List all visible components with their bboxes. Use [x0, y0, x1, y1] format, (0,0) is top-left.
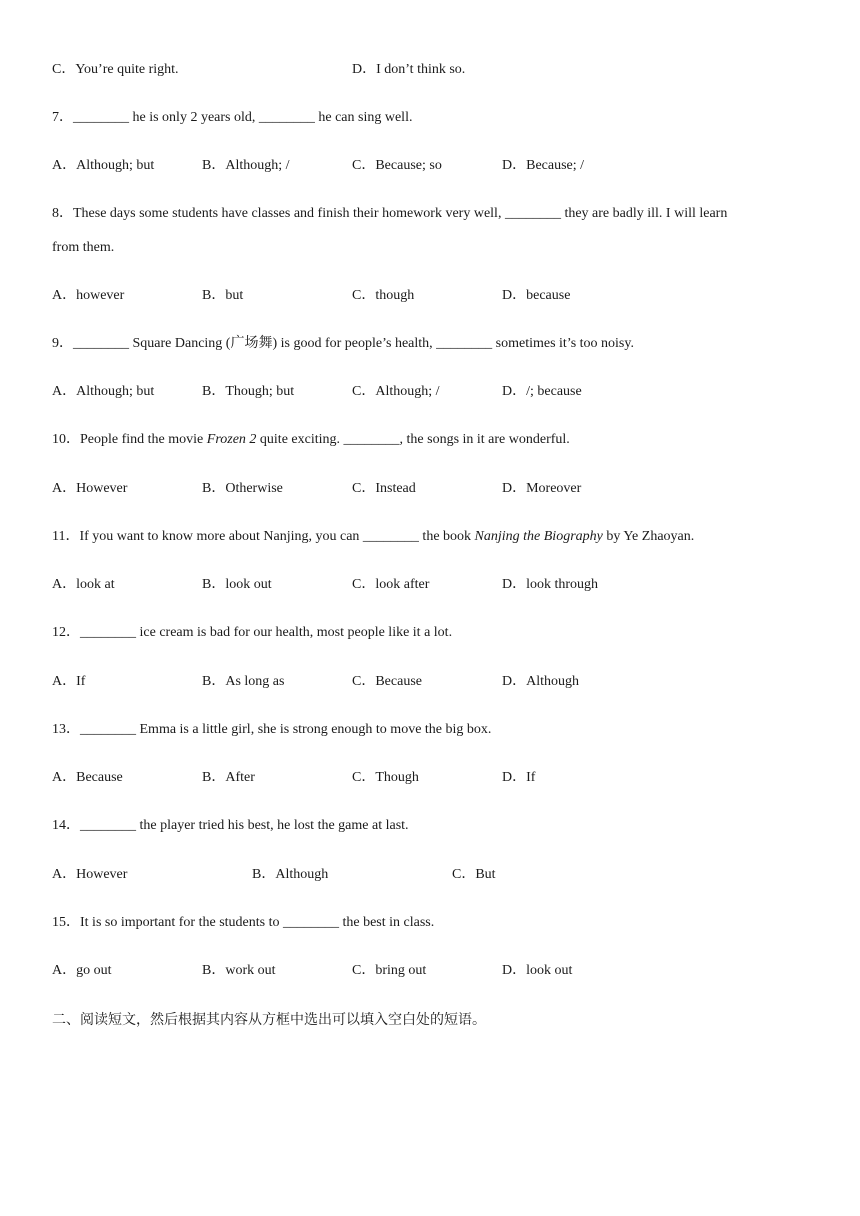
- q9-option-b: B．Though; but: [202, 384, 295, 399]
- question-number: 7．: [52, 110, 73, 125]
- q13-option-d: D．If: [502, 770, 536, 785]
- question-number: 14．: [52, 818, 80, 833]
- q15-option-c: C．bring out: [352, 963, 427, 978]
- q8-option-c: C．though: [352, 288, 415, 303]
- question-stem: ________ Emma is a little girl, she is strong enough to move the big box.: [80, 722, 492, 737]
- q12-option-d: D．Although: [502, 674, 579, 689]
- question-stem: ________ he is only 2 years old, ________ he can sing well.: [73, 110, 413, 125]
- question-12: [52, 623, 452, 643]
- q12-option-c: C．Because: [352, 674, 422, 689]
- question-7: [52, 108, 412, 128]
- q10-option-b: B．Otherwise: [202, 481, 283, 496]
- question-15: [52, 913, 434, 933]
- q13-option-b: B．After: [202, 770, 255, 785]
- question-number: 10．: [52, 432, 80, 447]
- movie-title: Frozen 2: [206, 432, 257, 447]
- question-stem: These days some students have classes and finish their homework very well, ________ they are badly ill. I will learn: [73, 206, 728, 221]
- q7-option-d: D．Because; /: [502, 158, 585, 173]
- question-stem: It is so important for the students to ________ the best in class.: [80, 915, 435, 930]
- question-10: [52, 430, 570, 450]
- q7-option-c: C．Because; so: [352, 158, 442, 173]
- q13-option-a: A．Because: [52, 770, 123, 785]
- q9-option-a: A．Although; but: [52, 384, 155, 399]
- q6-option-c: C．You’re quite right.: [52, 62, 179, 77]
- question-8: [52, 204, 727, 224]
- q10-option-c: C．Instead: [352, 481, 416, 496]
- question-stem-a: If you want to know more about Nanjing, you can ________ the book: [79, 529, 475, 544]
- question-number: 8．: [52, 206, 73, 221]
- q8-option-d: D．because: [502, 288, 571, 303]
- question-9: [52, 334, 634, 354]
- q11-option-d: D．look through: [502, 577, 599, 592]
- question-11: [52, 527, 694, 547]
- q15-option-a: A．go out: [52, 963, 112, 978]
- q14-option-c: C．But: [452, 867, 496, 882]
- q10-option-d: D．Moreover: [502, 481, 582, 496]
- q8-option-a: A．however: [52, 288, 125, 303]
- q10-option-a: A．However: [52, 481, 128, 496]
- q14-option-b: B．Although: [252, 867, 329, 882]
- question-stem: ________ the player tried his best, he lost the game at last.: [80, 818, 409, 833]
- q8-option-b: B．but: [202, 288, 244, 303]
- q7-option-a: A．Although; but: [52, 158, 155, 173]
- question-13: [52, 720, 491, 740]
- question-number: 13．: [52, 722, 80, 737]
- q6-option-d: D．I don’t think so.: [352, 62, 466, 77]
- question-stem-a: People find the movie: [80, 432, 207, 447]
- section-heading: 二、阅读短文，然后根据其内容从方框中选出可以填入空白处的短语。: [52, 1012, 486, 1028]
- book-title: Nanjing the Biography: [474, 529, 603, 544]
- question-8-continued: from them.: [52, 240, 115, 255]
- q11-option-c: C．look after: [352, 577, 430, 592]
- q12-option-b: B．As long as: [202, 674, 285, 689]
- q12-option-a: A．If: [52, 674, 86, 689]
- question-stem: ________ ice cream is bad for our health, most people like it a lot.: [80, 625, 453, 640]
- question-14: [52, 816, 409, 836]
- q15-option-d: D．look out: [502, 963, 573, 978]
- question-number: 15．: [52, 915, 80, 930]
- q11-option-a: A．look at: [52, 577, 115, 592]
- question-stem-b: by Ye Zhaoyan.: [602, 529, 695, 544]
- q7-option-b: B．Although; /: [202, 158, 290, 173]
- q15-option-b: B．work out: [202, 963, 276, 978]
- question-number: 11．: [52, 529, 80, 544]
- q9-option-d: D．/; because: [502, 384, 582, 399]
- q14-option-a: A．However: [52, 867, 128, 882]
- question-stem: ________ Square Dancing (广场舞) is good for people’s health, ________ sometimes it’s too noisy.: [73, 336, 634, 351]
- question-number: 9．: [52, 336, 73, 351]
- q9-option-c: C．Although; /: [352, 384, 440, 399]
- question-number: 12．: [52, 625, 80, 640]
- question-stem-b: quite exciting. ________, the songs in it are wonderful.: [256, 432, 570, 447]
- q13-option-c: C．Though: [352, 770, 419, 785]
- q11-option-b: B．look out: [202, 577, 272, 592]
